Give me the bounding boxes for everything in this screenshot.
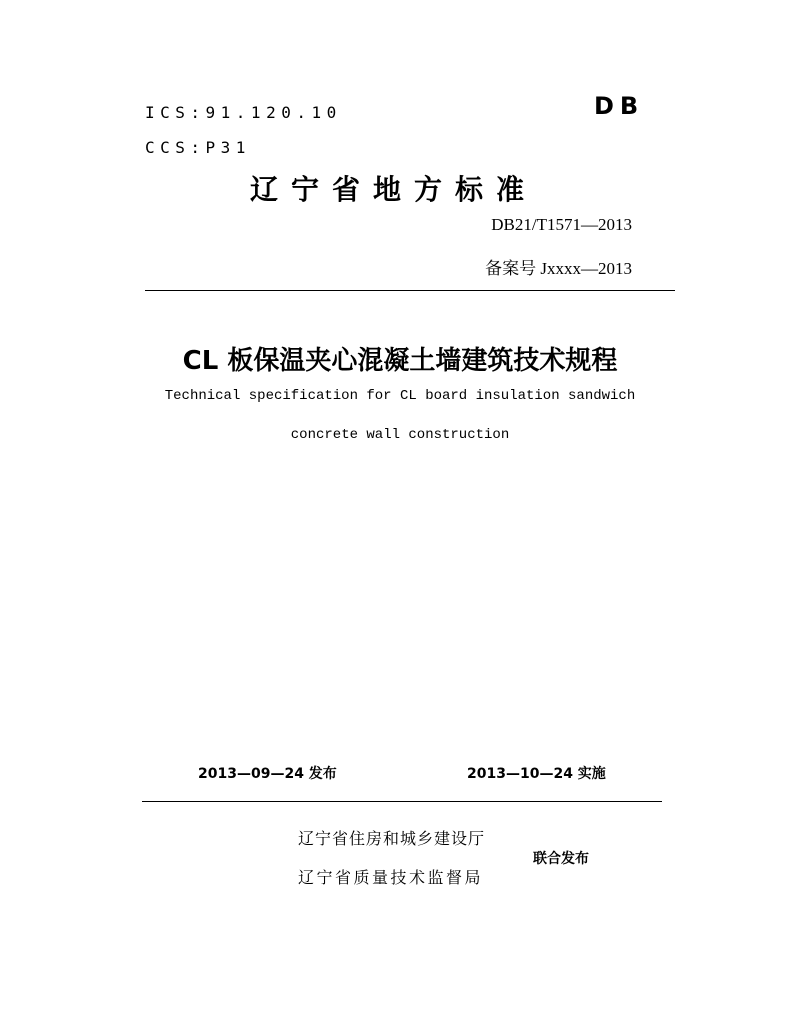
document-title-english-line2: concrete wall construction [290,427,510,443]
bottom-divider [142,801,662,802]
issue-date: 2013—09—24 发布 [198,766,337,782]
standard-number: DB21/T1571—2013 [491,215,632,234]
document-title-english-line1: Technical specification for CL board insulation sandwich [164,388,636,404]
ics-code: ICS:91.120.10 [145,103,342,122]
joint-publication-label: 联合发布 [533,851,589,867]
publisher-quality-bureau: 辽宁省质量技术监督局 [298,868,484,887]
standard-type-heading: 辽宁省地方标准 [250,173,538,206]
record-number: 备案号 Jxxxx—2013 [485,259,632,278]
document-title-chinese: CL 板保温夹心混凝土墙建筑技术规程 [182,346,618,376]
effective-date: 2013—10—24 实施 [467,766,606,782]
db-mark: DB [594,92,645,120]
ccs-code: CCS:P31 [145,138,251,157]
top-divider [145,290,675,291]
publisher-housing-department: 辽宁省住房和城乡建设厅 [298,829,486,848]
